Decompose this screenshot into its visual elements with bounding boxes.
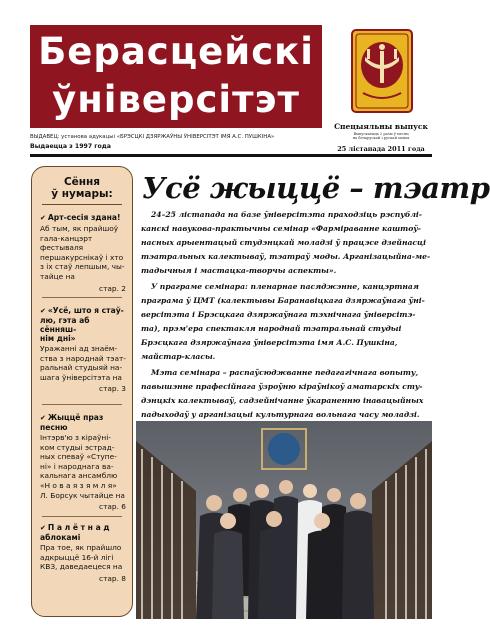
sidebar-item-page: стар. 2: [99, 283, 126, 293]
masthead-rule: [30, 154, 432, 157]
sidebar-item-page: стар. 3: [99, 384, 126, 394]
sidebar-item-life-through-song[interactable]: ✔ Жыццё праз песню Інтэрв'ю з кіраўні- ком студыі эстрад- ных спеваў «Ступе- ні» і народнага ва- кальнага ансамблю «Н о в а я з я м л я» Л. Борсук чытайце на стар. 6: [40, 413, 126, 512]
newspaper-title-line-1: Берасцейскі: [38, 30, 314, 73]
special-issue-note: Выпускаецца 2 разы ў месяц на беларускай і рускай мовах: [352, 132, 410, 141]
sidebar-item-text: Аб тым, як прайшоў гала-канцэрт фестываля першакурснікаў і хто з іх стаў лепшым, чы- тайце на: [40, 224, 125, 281]
article-paragraph-2: У праграме семінара: пленарнае пасяджэнне, канцэртная праграма ў ЦМТ (калектывы Баранавіцкага дзяржаўнага ўні- версітэта і Брэсцкага дзяржаўнага тэхнічнага ўніверсітэ- та), прэм'ера спектакля народнай тэатральнай студыі Брэсцкага дзяржаўнага ўніверсітэта імя А.С. Пушкіна, майстар-класы.: [141, 282, 425, 362]
article-headline: Усё жыццё – тэатр: [142, 171, 490, 205]
sidebar-heading: Сёння: [63, 176, 101, 188]
sidebar-divider: [42, 516, 122, 517]
publisher-line: ВЫДАВЕЦ: установа адукацыі «БРЭСЦКІ ДЗЯРЖАЎНЫ ЎНІВЕРСІТЭТ ІМЯ А.С. ПУШКІНА»: [30, 134, 275, 140]
sidebar-item-page: стар. 6: [99, 502, 126, 512]
sidebar-item-text: Пра тое, як прайшло адкрыццё 16-й лігі КВЗ, даведаецеся на: [40, 543, 123, 572]
sidebar-item-text: Уражанні ад знаём- ства з народнай тэат- ральнай студыяй на- шага ўніверсітэта на: [40, 344, 126, 382]
sidebar-item-flight-above-clouds[interactable]: ✔ П а л ё т н а д аблокамі Пра тое, як прайшло адкрыццё 16-й лігі КВЗ, даведаецеся на стар. 8: [40, 523, 126, 583]
bullet-chevron-icon: ✔: [40, 307, 46, 315]
since-year-line: Выдаецца з 1997 года: [30, 143, 111, 150]
sidebar-item-page: стар. 8: [99, 573, 126, 583]
sidebar-divider: [42, 297, 122, 298]
bullet-chevron-icon: ✔: [40, 414, 46, 422]
university-emblem-icon: [351, 29, 413, 113]
bullet-chevron-icon: ✔: [40, 524, 46, 532]
sidebar-rule: [42, 204, 122, 205]
sidebar-divider: [42, 404, 122, 405]
sidebar-item-art-session[interactable]: ✔ Арт-сесія здана! Аб тым, як прайшоў гала-канцэрт фестываля першакурснікаў і хто з іх стаў лепшым, чы- тайце на стар. 2: [40, 213, 126, 293]
issue-date: 25 лістапада 2011 года: [337, 145, 425, 153]
group-photo-image: [136, 421, 432, 619]
newspaper-masthead: [30, 25, 322, 128]
article-paragraph-3: Мэта семінара – распаўсюджванне педагагічнага вопыту, павышэнне прафесійнага ўзроўню кіраўнікоў аматарскіх сту- дэнцкіх калектываў, садзейнічанне ўкараненню інавацыйных падыходаў у арганізацыі культурнага вольнага часу моладзі.: [141, 368, 424, 420]
article-paragraph-1: 24–25 лістапада на базе ўніверсітэта праходзіць рэспублі- канскі навукова-практычны семінар «Фарміраванне каштоў- насных арыентацый студэнцкай моладзі ў працэсе дзейнасці тэатральных калектываў, тэатраў моды. Арганізацыйна-ме- тадычныя і мастацка-творчы аспекты».: [141, 210, 431, 276]
group-photo: [136, 421, 432, 619]
sidebar-heading-2: ў нумары:: [51, 188, 113, 200]
in-this-issue-sidebar: [31, 166, 133, 617]
newspaper-title-line-2: ўніверсітэт: [52, 78, 300, 121]
bullet-chevron-icon: ✔: [40, 214, 46, 222]
sidebar-item-theatre-studio[interactable]: ✔ «Усё, што я стаў- лю, гэта аб сённяш- нім дні» Уражанні ад знаём- ства з народнай тэат- ральнай студыяй на- шага ўніверсітэта на стар. 3: [40, 306, 126, 394]
sidebar-item-text: Інтэрв'ю з кіраўні- ком студыі эстрад- ных спеваў «Ступе- ні» і народнага ва- кальнага ансамблю «Н о в а я з я м л я» Л. Борсук чытайце на: [40, 433, 125, 500]
special-issue-label: Спецыяльны выпуск: [334, 122, 428, 131]
